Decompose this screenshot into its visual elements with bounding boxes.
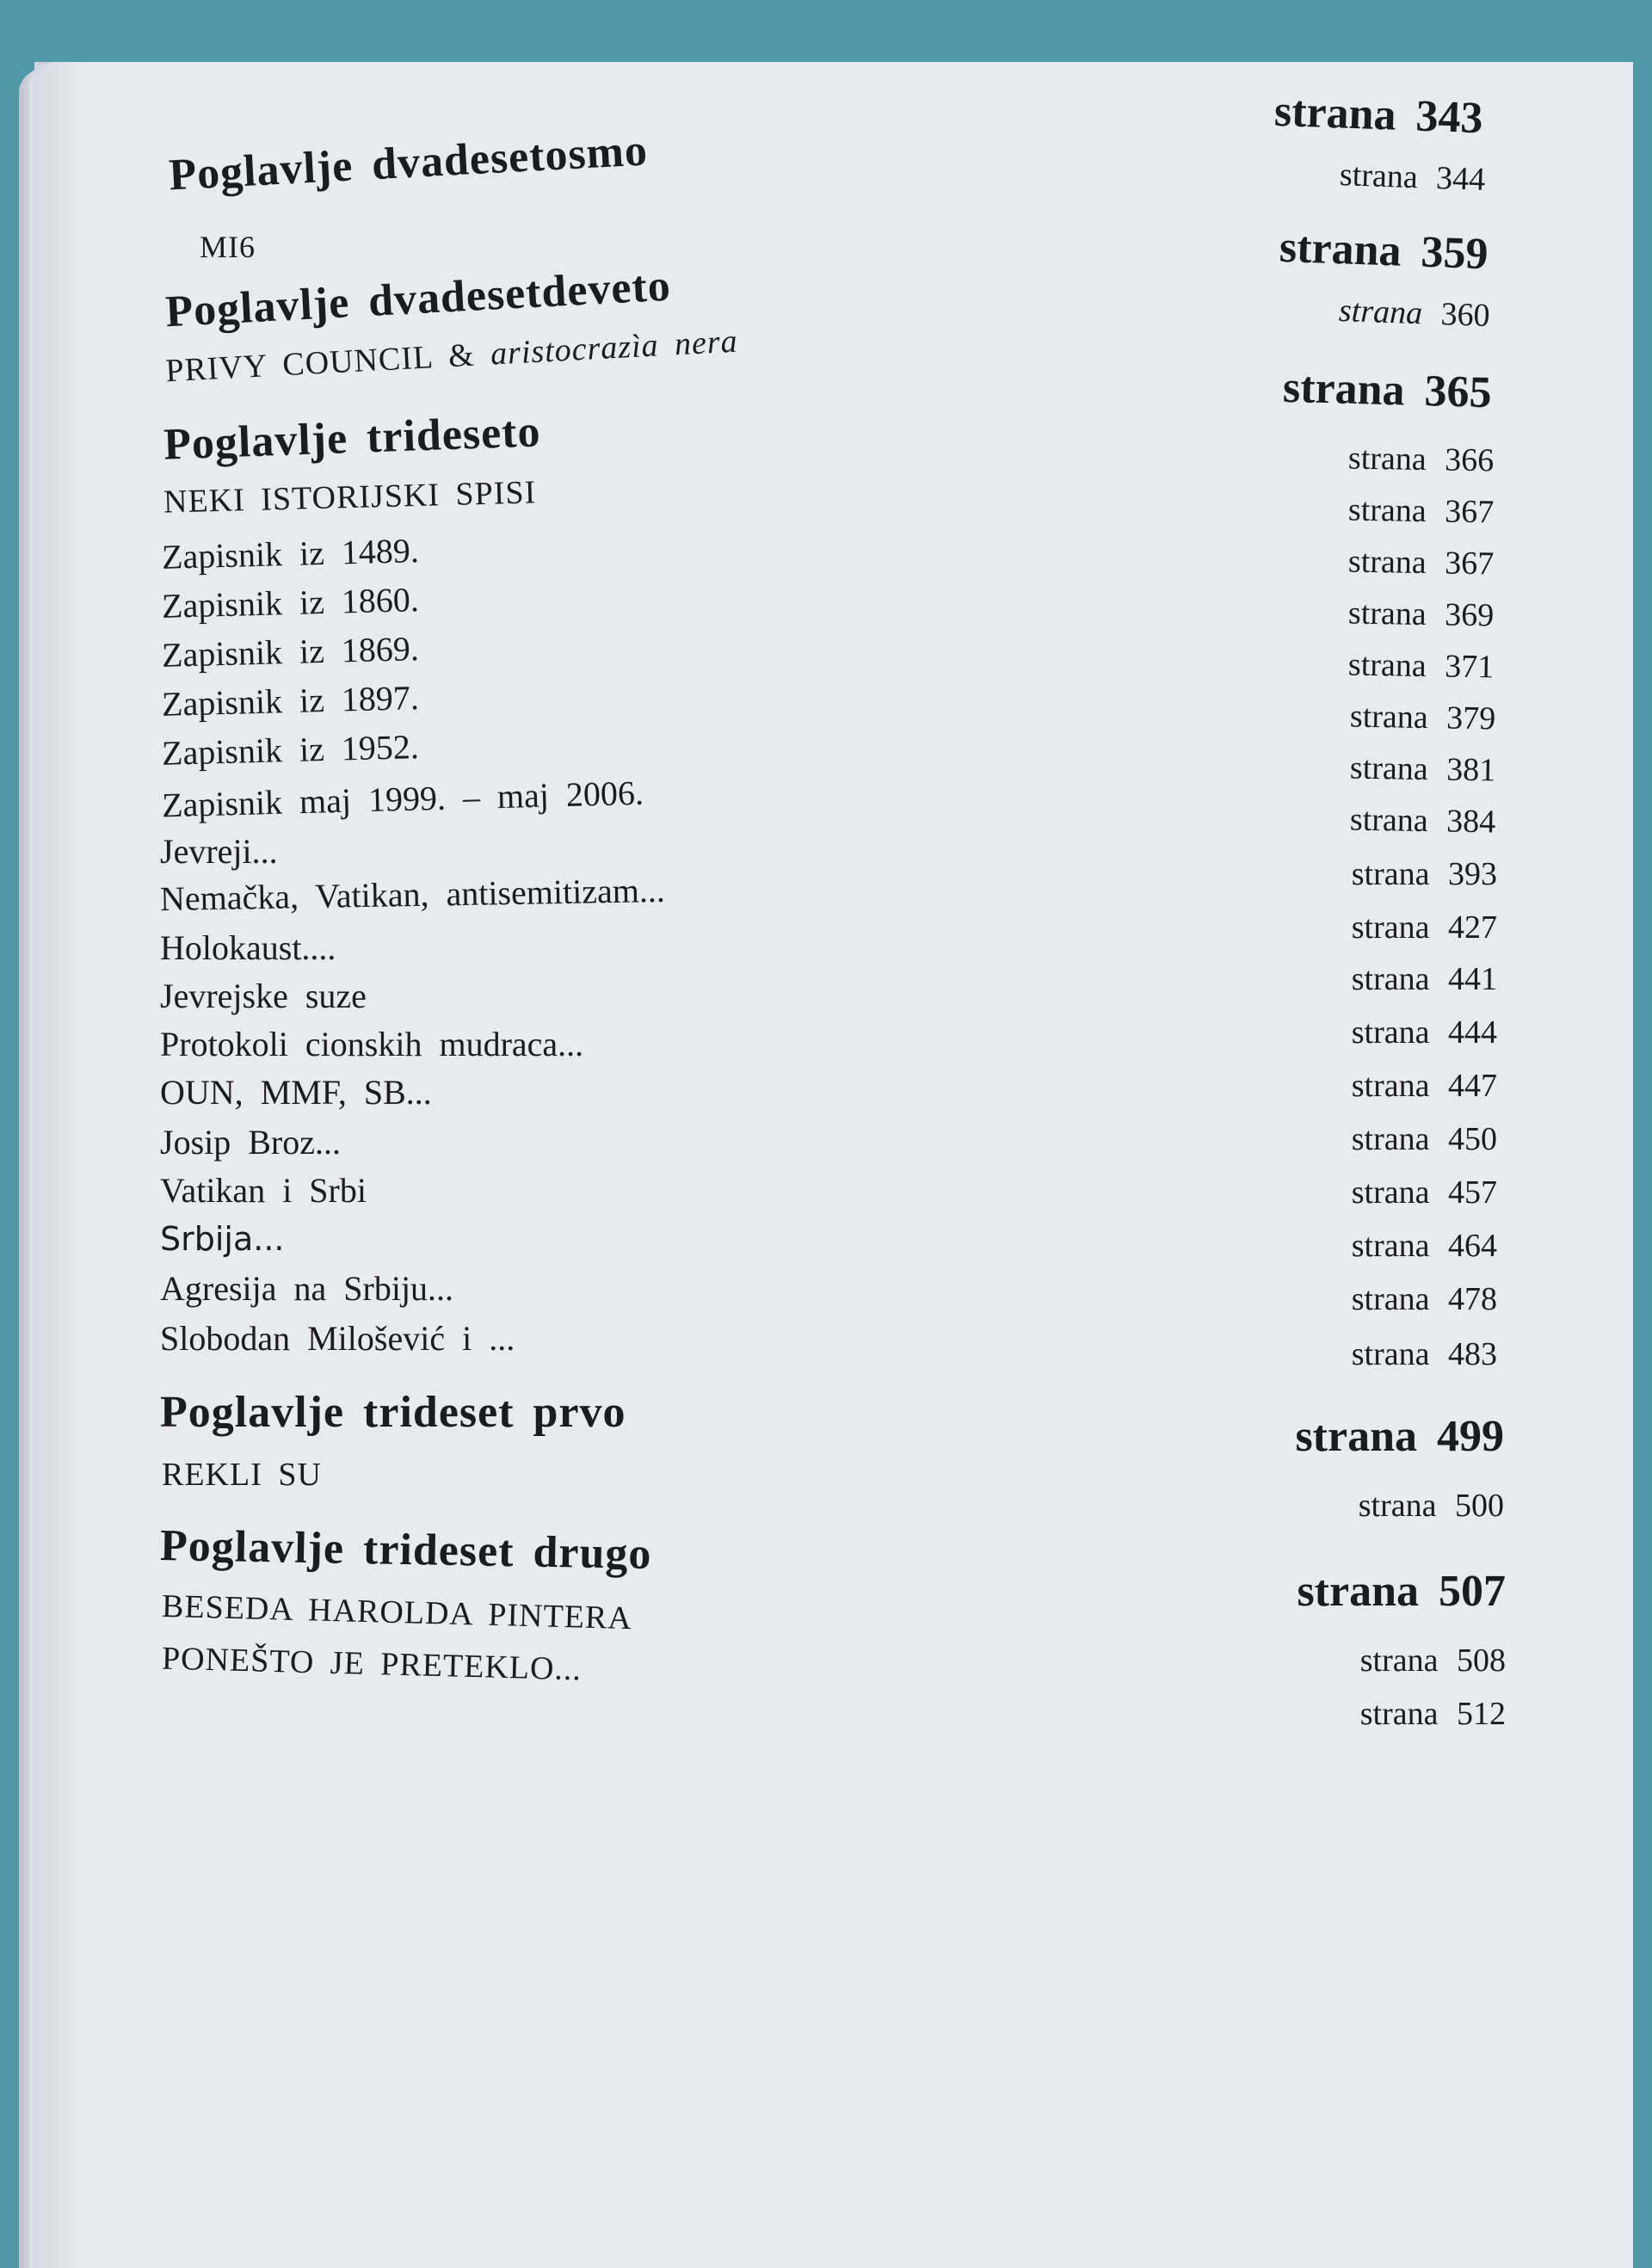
chapter-subtitle: PONEŠTO JE PRETEKLO...: [161, 1640, 583, 1688]
page-number: 393: [1448, 856, 1497, 892]
page-label: strana: [1351, 1228, 1430, 1264]
toc-item: Jevreji...: [160, 832, 278, 871]
page-label: strana: [1351, 1014, 1430, 1051]
chapter-title: Poglavlje trideset prvo: [160, 1388, 626, 1437]
toc-item: Vatikan i Srbi: [160, 1171, 367, 1210]
page-label: strana: [1295, 1412, 1417, 1461]
page-ref: [1349, 698, 1495, 738]
page-number: 369: [1444, 596, 1495, 634]
toc-item: Nemačka, Vatikan, antisemitizam...: [159, 870, 666, 919]
page-ref: [1295, 1411, 1504, 1462]
page-ref: [1347, 595, 1494, 635]
toc-item: Slobodan Milošević i ...: [160, 1319, 515, 1358]
subtitle-italic-text: aristocrazìa nera: [489, 323, 739, 373]
page-number: 343: [1415, 91, 1484, 144]
page-label: strana: [1282, 362, 1406, 416]
toc-item: Zapisnik iz 1897.: [161, 678, 420, 724]
toc-item: Zapisnik iz 1860.: [161, 580, 420, 626]
page-label: strana: [1351, 961, 1430, 997]
page-ref: [1273, 86, 1483, 144]
page-label: strana: [1338, 292, 1424, 332]
page-ref: [1349, 749, 1495, 790]
page-ref: [1352, 1014, 1497, 1051]
page-ref: [1352, 1067, 1497, 1105]
page-label: strana: [1351, 1174, 1430, 1211]
page-ref: [1347, 543, 1494, 583]
page-label: strana: [1347, 646, 1427, 685]
page-label: strana: [1349, 749, 1428, 788]
page-number: 499: [1437, 1412, 1504, 1461]
page-number: 379: [1446, 700, 1496, 737]
page-label: strana: [1349, 698, 1428, 736]
page-ref: [1352, 960, 1497, 998]
page-label: strana: [1351, 1281, 1430, 1317]
toc-item: Protokoli cionskih mudraca...: [160, 1025, 584, 1063]
page-number: 360: [1440, 296, 1491, 335]
page-number: 371: [1444, 648, 1495, 686]
toc-item: Zapisnik maj 1999. – maj 2006.: [161, 773, 644, 825]
page-ref: [1339, 292, 1491, 335]
page-ref: [1283, 362, 1493, 418]
page-number: 427: [1448, 909, 1497, 946]
page-label: strana: [1347, 491, 1427, 530]
page-number: 444: [1448, 1014, 1497, 1051]
page-number: 457: [1448, 1174, 1497, 1211]
page-label: strana: [1351, 909, 1430, 946]
page-number: 367: [1444, 493, 1495, 531]
page-label: strana: [1347, 595, 1427, 633]
toc-item: Srbija...: [160, 1220, 285, 1258]
toc-item: Zapisnik iz 1489.: [161, 531, 420, 576]
page-label: strana: [1273, 86, 1397, 140]
page-label: strana: [1347, 440, 1427, 478]
toc-item: Zapisnik iz 1952.: [161, 727, 420, 773]
page-number: 483: [1448, 1336, 1497, 1372]
page-ref: [1352, 1227, 1497, 1265]
subtitle-text: PRIVY COUNCIL &: [164, 336, 476, 390]
page-ref: [1352, 855, 1497, 893]
page-ref: [1352, 1335, 1497, 1373]
page-ref: [1360, 1642, 1506, 1679]
page-ref: [1347, 491, 1494, 532]
chapter-title: Poglavlje trideseto: [163, 407, 542, 470]
page-ref: [1297, 1566, 1506, 1617]
page-label: strana: [1359, 1642, 1439, 1679]
toc-item: Holokaust....: [160, 928, 336, 967]
page-ref: [1359, 1487, 1504, 1525]
chapter-subtitle: BESEDA HAROLDA PINTERA: [161, 1587, 633, 1637]
page-number: 500: [1455, 1488, 1504, 1524]
page-label: strana: [1351, 856, 1430, 892]
page-number: 384: [1446, 803, 1496, 841]
page-number: 367: [1444, 545, 1495, 582]
page-number: 366: [1444, 441, 1495, 479]
chapter-title: Poglavlje dvadesetdeveto: [163, 261, 673, 337]
page-number: 512: [1457, 1696, 1506, 1732]
page-ref: [1279, 222, 1489, 280]
page-number: 447: [1448, 1068, 1497, 1104]
page-ref: [1347, 440, 1494, 480]
page-label: strana: [1351, 1121, 1430, 1157]
page-ref: [1349, 801, 1495, 841]
page-ref: [1347, 646, 1494, 687]
page-ref: [1339, 156, 1486, 199]
toc-item: Zapisnik iz 1869.: [161, 629, 420, 675]
toc-item: OUN, MMF, SB...: [160, 1073, 432, 1112]
chapter-subtitle: REKLI SU: [162, 1457, 322, 1493]
chapter-subtitle: MI6: [200, 230, 256, 264]
toc-item: Agresija na Srbiju...: [160, 1269, 454, 1308]
page-label: strana: [1349, 801, 1428, 840]
page-label: strana: [1279, 222, 1402, 276]
page-number: 450: [1448, 1121, 1497, 1157]
page-label: strana: [1359, 1696, 1439, 1732]
page-ref: [1352, 1280, 1497, 1318]
page-ref: [1352, 1174, 1497, 1211]
page-label: strana: [1358, 1488, 1437, 1524]
page-number: 344: [1435, 159, 1486, 198]
chapter-subtitle: NEKI ISTORIJSKI SPISI: [163, 474, 537, 521]
page-number: 508: [1457, 1642, 1506, 1679]
chapter-title: Poglavlje dvadesetosmo: [167, 126, 650, 200]
page-ref: [1352, 909, 1497, 946]
page-number: 381: [1446, 751, 1496, 789]
page-label: strana: [1297, 1567, 1419, 1616]
page-label: strana: [1351, 1068, 1430, 1104]
page-number: 365: [1424, 367, 1493, 418]
page-label: strana: [1339, 157, 1419, 196]
page-ref: [1352, 1120, 1497, 1158]
toc-item: Josip Broz...: [160, 1123, 341, 1162]
page-number: 359: [1420, 227, 1489, 280]
page-number: 464: [1448, 1228, 1497, 1264]
page-number: 441: [1448, 961, 1497, 997]
toc-item: Jevrejske suze: [160, 977, 367, 1015]
chapter-title: Poglavlje trideset drugo: [159, 1521, 652, 1579]
page-ref: [1360, 1695, 1506, 1733]
page-number: 478: [1448, 1281, 1497, 1317]
page-label: strana: [1347, 543, 1427, 582]
page-label: strana: [1351, 1336, 1430, 1372]
page-number: 507: [1439, 1567, 1506, 1616]
